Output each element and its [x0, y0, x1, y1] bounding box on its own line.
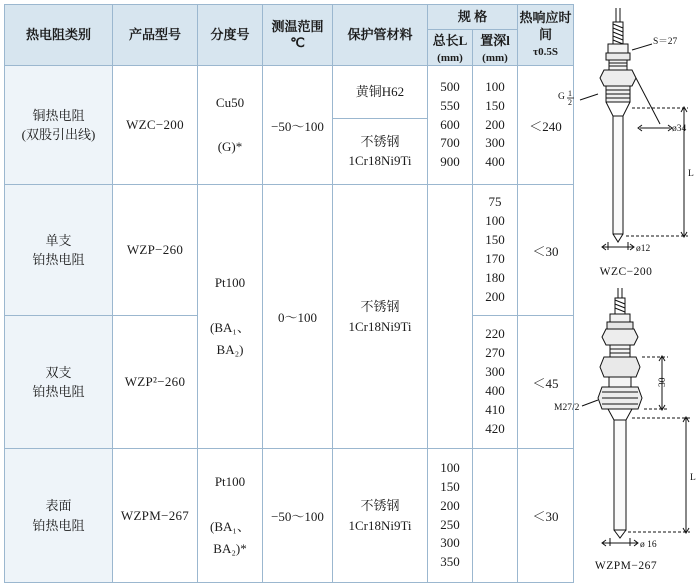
- table-row: [5, 185, 574, 316]
- row4-total-lengths: [428, 449, 473, 583]
- row4-grade: [198, 449, 263, 583]
- row1-grade-line2: (G)*: [217, 139, 243, 155]
- row3-category: [5, 316, 113, 449]
- drawing-wzc-200-svg: [552, 4, 700, 262]
- row1-length-4: 900: [440, 154, 460, 170]
- row2-material-line2: 1Cr18Ni9Ti: [348, 318, 412, 334]
- row1-grade-line1: Cu50: [215, 94, 245, 110]
- row3-depth-0: 220: [485, 326, 505, 342]
- table-row: [5, 66, 574, 119]
- header-insert-depth-label: 置深l: [480, 33, 510, 48]
- header-range-line2: ℃: [290, 35, 305, 50]
- row1-material-2: [333, 118, 428, 185]
- row4-length-3: 250: [440, 516, 460, 532]
- row4-material-line2: 1Cr18Ni9Ti: [348, 517, 412, 533]
- row1-length-1: 550: [440, 97, 460, 113]
- header-total-length-unit: (mm): [437, 52, 463, 64]
- header-spec-group: 规 格: [428, 5, 518, 30]
- row1-depth-4: 400: [485, 154, 505, 170]
- annotation-dia-head: ø34: [672, 124, 687, 134]
- row1-response: ＜240: [518, 66, 574, 185]
- svg-text:1: 1: [568, 89, 572, 98]
- row4-material: [333, 449, 428, 583]
- row2-insert-depths: [473, 185, 518, 316]
- row4-insert-depths: [473, 449, 518, 583]
- row2-model: WZP−260: [113, 185, 198, 316]
- drawings-column: [552, 0, 700, 585]
- row1-length-2: 600: [440, 116, 460, 132]
- row2-category-line2: 铂热电阻: [32, 252, 85, 267]
- table-row: [5, 449, 574, 583]
- row4-category-line1: 表面: [45, 498, 72, 513]
- row4-grade-line2: (BA₁、BA₂)*: [210, 518, 250, 556]
- row2-material: [333, 185, 428, 449]
- row1-depth-2: 200: [485, 116, 505, 132]
- drawing-wzpm-267: [552, 288, 700, 572]
- header-total-length: [428, 30, 473, 66]
- row3-response: ＜45: [518, 316, 574, 449]
- header-response-symbol: τ0.5S: [533, 45, 558, 58]
- row4-range: −50～100: [263, 449, 333, 583]
- row1-grade: [198, 66, 263, 185]
- row3-depth-2: 300: [485, 364, 505, 380]
- row1-category-line2: (双股引出线): [21, 127, 96, 142]
- table-header-row-1: [5, 5, 574, 30]
- row3-depth-1: 270: [485, 345, 505, 361]
- row2-material-line1: 不锈钢: [360, 299, 400, 314]
- header-material: 保护管材料: [333, 5, 428, 66]
- row4-grade-line1: Pt100: [214, 474, 246, 490]
- annotation-thread-m27: M27/2: [554, 403, 580, 413]
- row1-category: [5, 66, 113, 185]
- drawing-wzc-200-caption: WZC−200: [599, 266, 653, 278]
- row2-grade-line2: (BA₁、BA₂): [210, 319, 250, 357]
- row4-length-4: 300: [440, 535, 460, 551]
- header-insert-depth-unit: (mm): [482, 52, 508, 64]
- row4-length-1: 150: [440, 478, 460, 494]
- annotation-length-L: L: [688, 169, 694, 179]
- row4-material-line1: 不锈钢: [360, 498, 400, 513]
- row1-depth-1: 150: [485, 97, 505, 113]
- row2-depth-0: 75: [488, 194, 502, 210]
- header-insert-depth: [473, 30, 518, 66]
- row2-depth-3: 170: [485, 251, 505, 266]
- row4-category: [5, 449, 113, 583]
- header-range: [263, 5, 333, 66]
- row2-category-line1: 单支: [45, 232, 72, 248]
- row3-category-line2: 铂热电阻: [32, 384, 85, 399]
- row2-depth-1: 100: [485, 213, 505, 229]
- annotation-dia-tube-16: ø 16: [640, 540, 657, 550]
- row2-depth-2: 150: [485, 232, 505, 248]
- row2-grade: [198, 185, 263, 449]
- row1-depth-3: 300: [485, 135, 505, 151]
- row1-range: −50～100: [263, 66, 333, 185]
- row1-total-lengths: [428, 66, 473, 185]
- row2-depth-5: 200: [485, 288, 505, 304]
- row4-length-5: 350: [440, 554, 460, 570]
- header-range-line1: 测温范围: [271, 18, 324, 34]
- row2-category: [5, 185, 113, 316]
- annotation-thread-g: G: [558, 92, 565, 102]
- row2-grade-line1: Pt100: [214, 275, 246, 291]
- header-response-label: 热响应时间: [519, 10, 572, 42]
- row2-depth-4: 180: [485, 269, 505, 285]
- header-model: 产品型号: [113, 5, 198, 66]
- row4-length-0: 100: [440, 459, 460, 475]
- row2-range: 0～100: [263, 185, 333, 449]
- drawing-wzpm-267-caption: WZPM−267: [594, 560, 658, 572]
- row1-length-3: 700: [440, 135, 460, 151]
- row2-total-lengths: [428, 185, 473, 449]
- row3-model: WZP²−260: [113, 316, 198, 449]
- row3-depth-5: 420: [485, 420, 505, 436]
- row1-depth-0: 100: [485, 78, 505, 94]
- annotation-thread-top: S＝27: [653, 37, 678, 47]
- annotation-dia-tube: ø12: [636, 244, 651, 254]
- row3-insert-depths: [473, 316, 518, 449]
- row4-category-line2: 铂热电阻: [32, 517, 85, 533]
- row1-material-2-line1: 不锈钢: [360, 133, 400, 149]
- drawing-wzpm-267-svg: [552, 288, 700, 560]
- row4-response: ＜30: [518, 449, 574, 583]
- row2-response: ＜30: [518, 185, 574, 316]
- annotation-length-L2: L: [690, 473, 696, 483]
- svg-text:2: 2: [568, 98, 572, 107]
- header-category: 热电阻类别: [5, 5, 113, 66]
- row1-category-line1: 铜热电阻: [32, 107, 85, 123]
- row1-model: WZC−200: [113, 66, 198, 185]
- annotation-dim-30: 30: [658, 377, 668, 387]
- row1-length-0: 500: [440, 78, 460, 94]
- row1-material-1: 黄铜H62: [333, 66, 428, 119]
- row3-depth-3: 400: [485, 383, 505, 398]
- header-grade: 分度号: [198, 5, 263, 66]
- row4-length-2: 200: [440, 497, 460, 513]
- specification-table: [4, 4, 574, 583]
- header-total-length-label: 总长L: [432, 33, 468, 48]
- row4-model: WZPM−267: [113, 449, 198, 583]
- row1-material-2-line2: 1Cr18Ni9Ti: [348, 153, 412, 169]
- row3-depth-4: 410: [485, 401, 505, 417]
- row1-insert-depths: [473, 66, 518, 185]
- row3-category-line1: 双支: [45, 364, 72, 380]
- drawing-wzc-200: [552, 4, 700, 278]
